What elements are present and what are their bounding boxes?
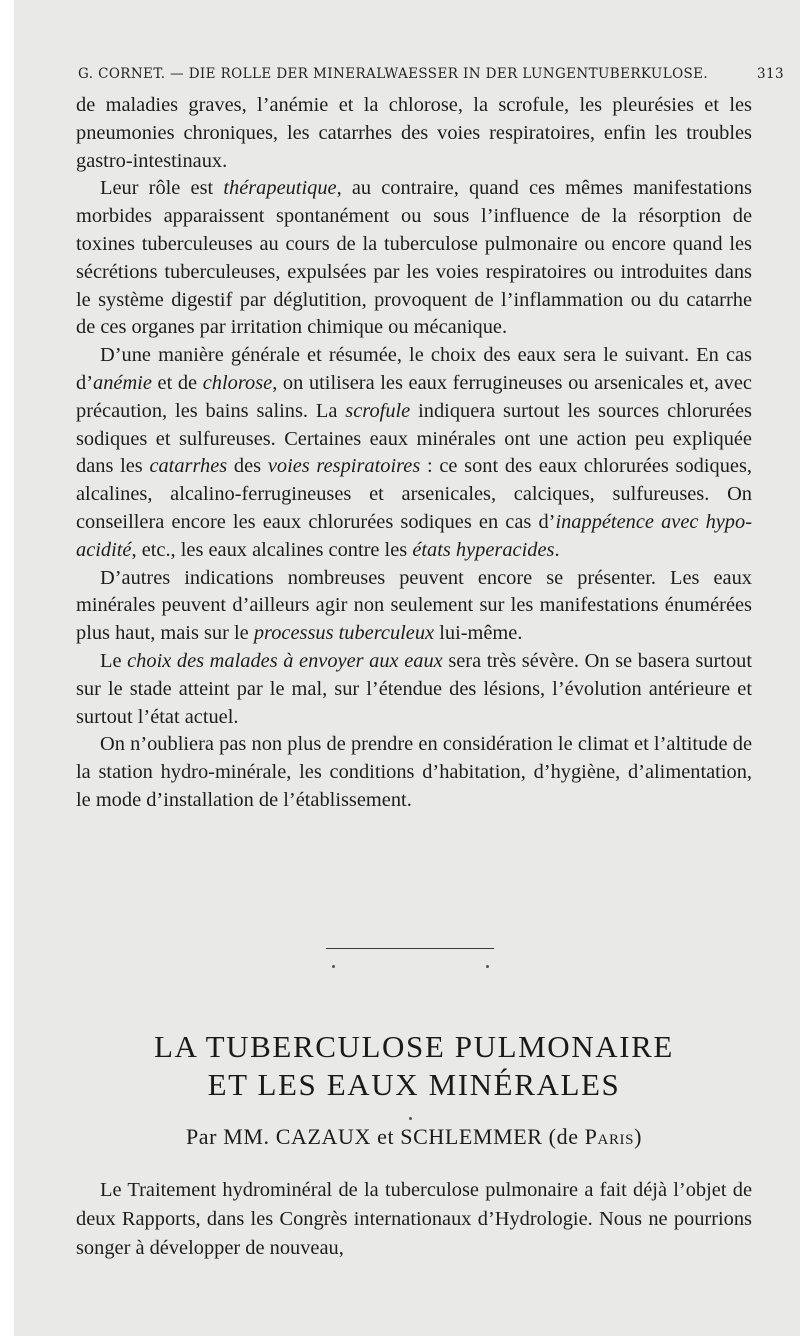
body-paragraph xyxy=(76,731,752,814)
ink-speck xyxy=(409,1117,412,1120)
italic-phrase: catarrhes xyxy=(149,455,228,478)
text-run: indiquera surtout les sources chlorurées sodiques et sulfureuses. Certaines eaux minérales ont une action peu expliquée dans les xyxy=(76,399,752,478)
book-page xyxy=(14,0,800,1336)
running-head xyxy=(78,66,784,82)
text-run: , au contraire, quand ces mêmes manifestations morbides apparaissent spontanément ou sous l’influence de la résorption de toxines tuberculeuses au cours de la tuberculose pulmonaire ou encore quand les sécrétions tuberculeuses, expulsées par les voies respiratoires ou introduites dans le système digestif par déglutition, provoquent de l’inflammation ou du catarrhe de ces organes par irritation chimique ou mécanique. xyxy=(76,177,752,339)
text-run: , etc., les eaux alcalines contre les xyxy=(131,538,413,561)
italic-phrase: anémie xyxy=(93,371,152,394)
article-title-line-2: ET LES EAUX MINÉRALES xyxy=(207,1067,621,1102)
text-run: lui-même. xyxy=(434,622,523,645)
italic-phrase: scrofule xyxy=(345,399,411,422)
italic-phrase: chlorose xyxy=(202,371,273,394)
running-head-title: G. CORNET. — DIE ROLLE DER MINERALWAESSER IN DER LUNGENTUBERKULOSE. xyxy=(78,66,709,82)
text-run: des xyxy=(227,455,268,478)
page-number: 313 xyxy=(757,66,784,82)
article-lead xyxy=(76,1176,752,1263)
byline-city: Paris xyxy=(584,1124,635,1149)
text-run: de maladies graves, l’anémie et la chlorose, la scrofule, les pleurésies et les pneumonies chroniques, les catarrhes des voies respiratoires, enfin les troubles gastro-intestinaux. xyxy=(76,94,752,172)
italic-phrase: choix des malades à envoyer aux eaux xyxy=(127,649,443,672)
byline-authors: Par MM. CAZAUX et SCHLEMMER (de xyxy=(185,1124,585,1149)
italic-phrase: thérapeutique xyxy=(223,177,337,200)
ink-speck xyxy=(332,965,335,968)
body-text xyxy=(76,92,752,815)
article-title xyxy=(76,1028,752,1104)
section-divider-rule xyxy=(326,948,494,949)
article-title-line-1: LA TUBERCULOSE PULMONAIRE xyxy=(154,1029,674,1064)
text-run: D’autres indications nombreuses peuvent encore se présenter. Les eaux minérales peuvent d’ailleurs agir non seulement sur les manifestations énumérées plus haut, mais sur le xyxy=(76,566,752,645)
text-run: Le xyxy=(100,649,128,672)
body-paragraph xyxy=(76,175,752,342)
article-byline xyxy=(76,1124,752,1150)
italic-phrase: états hyperacides xyxy=(412,538,555,561)
text-run: et de xyxy=(151,371,203,394)
text-run: : ce sont des eaux chlorurées sodiques, alcalines, alcalino-ferrugineuses et arsenicales, calciques, sulfureuses. On conseillera encore les eaux chlorurées sodiques en cas d’ xyxy=(76,455,752,533)
italic-phrase: inappétence avec hypo-acidité xyxy=(76,510,752,561)
text-run: Leur rôle est xyxy=(100,177,224,200)
text-run: , on utilisera les eaux ferrugineuses ou arsenicales et, avec précaution, les bains salins. La xyxy=(76,371,752,422)
body-paragraph xyxy=(76,565,752,648)
body-paragraph xyxy=(76,648,752,731)
lead-paragraph: Le Traitement hydrominéral de la tuberculose pulmonaire a fait déjà l’objet de deux Rapports, dans les Congrès internationaux d’Hydrologie. Nous ne pourrions songer à développer de nouveau, xyxy=(76,1179,752,1259)
text-run: D’une manière générale et résumée, le choix des eaux sera le suivant. En cas d’ xyxy=(76,344,752,394)
byline-close: ) xyxy=(634,1124,643,1149)
body-paragraph xyxy=(76,92,752,175)
text-run: sera très sévère. On se basera surtout sur le stade atteint par le mal, sur l’étendue des lésions, l’évolution antérieure et surtout l’état actuel. xyxy=(76,649,753,728)
text-run: On n’oubliera pas non plus de prendre en considération le climat et l’altitude de la station hydro-minérale, les conditions d’habitation, d’hygiène, d’alimentation, le mode d’installation de l’établissement. xyxy=(76,733,752,811)
italic-phrase: processus tuberculeux xyxy=(253,622,435,645)
text-run: . xyxy=(554,538,560,561)
body-paragraph xyxy=(76,342,752,564)
italic-phrase: voies respiratoires xyxy=(267,455,421,478)
ink-speck xyxy=(486,965,489,968)
